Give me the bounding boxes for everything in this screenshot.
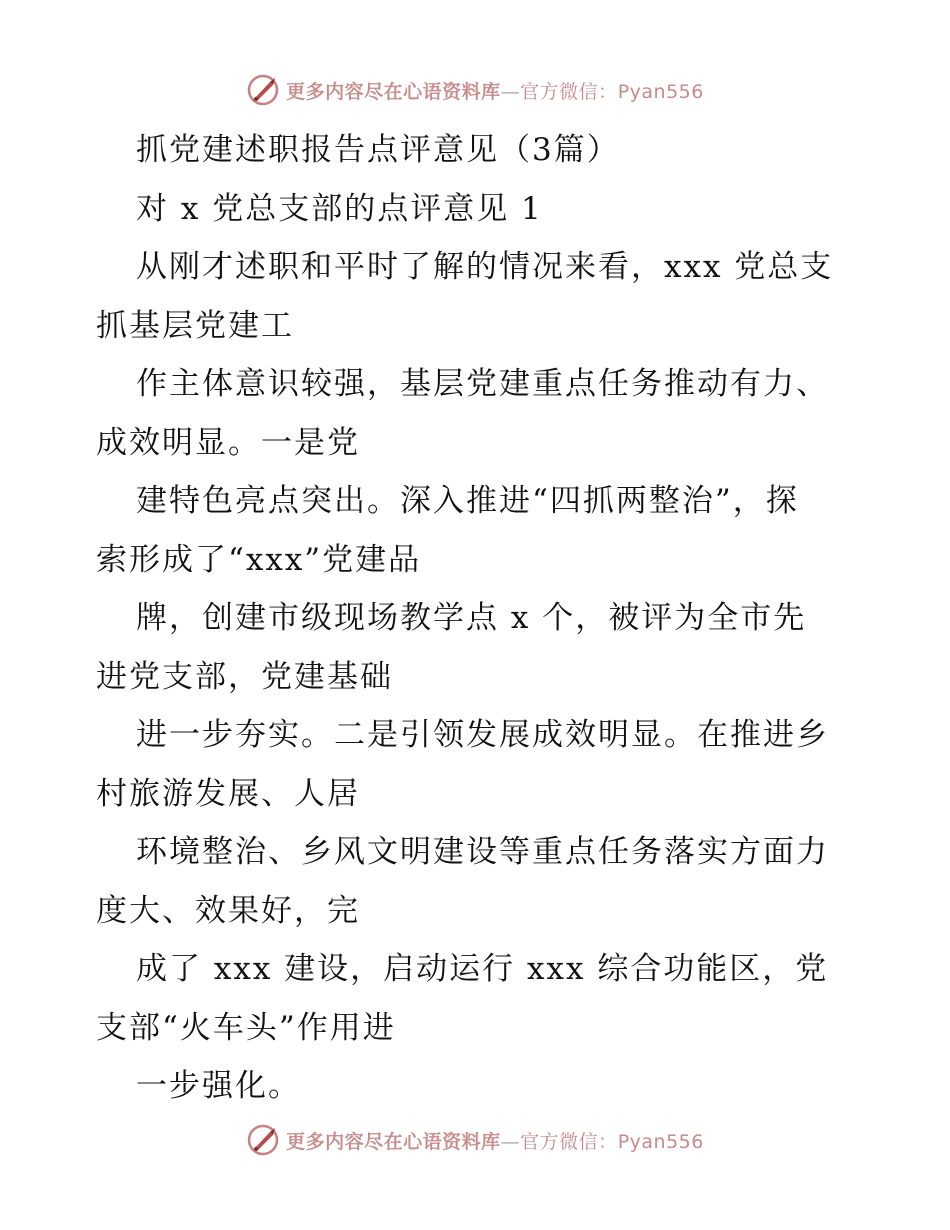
- watermark-text: [286, 77, 704, 104]
- quill-logo-icon: [246, 1123, 280, 1157]
- watermark-id: Pyan556: [617, 80, 704, 103]
- text-line: 抓基层党建工: [96, 307, 294, 344]
- text-line: 索形成了“xxx”党建品: [96, 541, 422, 578]
- text-line: 一步强化。: [136, 1068, 301, 1104]
- watermark-label: 官方微信：: [520, 80, 618, 103]
- text-line: 牌，创建市级现场教学点 x 个，被评为全市先: [136, 600, 807, 636]
- watermark-dash: —: [500, 80, 521, 103]
- text-line: 作主体意识较强，基层党建重点任务推动有力、: [136, 366, 829, 402]
- document-body: [96, 121, 856, 1116]
- text-line: 成了 xxx 建设，启动运行 xxx 综合功能区，党: [136, 951, 829, 987]
- watermark-brand: 更多内容尽在心语资料库: [286, 80, 501, 103]
- watermark-text: [286, 1127, 704, 1154]
- quill-logo-icon: [246, 73, 280, 107]
- text-line: 村旅游发展、人居: [96, 775, 360, 812]
- watermark-brand: 更多内容尽在心语资料库: [286, 1130, 501, 1153]
- text-line: 环境整治、乡风文明建设等重点任务落实方面力: [136, 834, 829, 870]
- footer-watermark: [0, 1120, 950, 1160]
- text-line: 进一步夯实。二是引领发展成效明显。在推进乡: [136, 717, 829, 753]
- text-line: 对 x 党总支部的点评意见 1: [136, 190, 543, 227]
- text-line: 进党支部，党建基础: [96, 658, 393, 695]
- watermark-id: Pyan556: [617, 1130, 704, 1153]
- watermark-dash: —: [500, 1130, 521, 1153]
- text-line: 从刚才述职和平时了解的情况来看，xxx 党总支: [136, 249, 834, 285]
- text-line: 支部“火车头”作用进: [96, 1009, 396, 1046]
- text-line: 成效明显。一是党: [96, 424, 360, 461]
- text-line: 抓党建述职报告点评意见（3篇）: [136, 132, 620, 168]
- watermark-label: 官方微信：: [520, 1130, 618, 1153]
- text-line: 度大、效果好，完: [96, 892, 360, 929]
- header-watermark: [0, 70, 950, 110]
- text-line: 建特色亮点突出。深入推进“四抓两整治”，探: [136, 483, 799, 519]
